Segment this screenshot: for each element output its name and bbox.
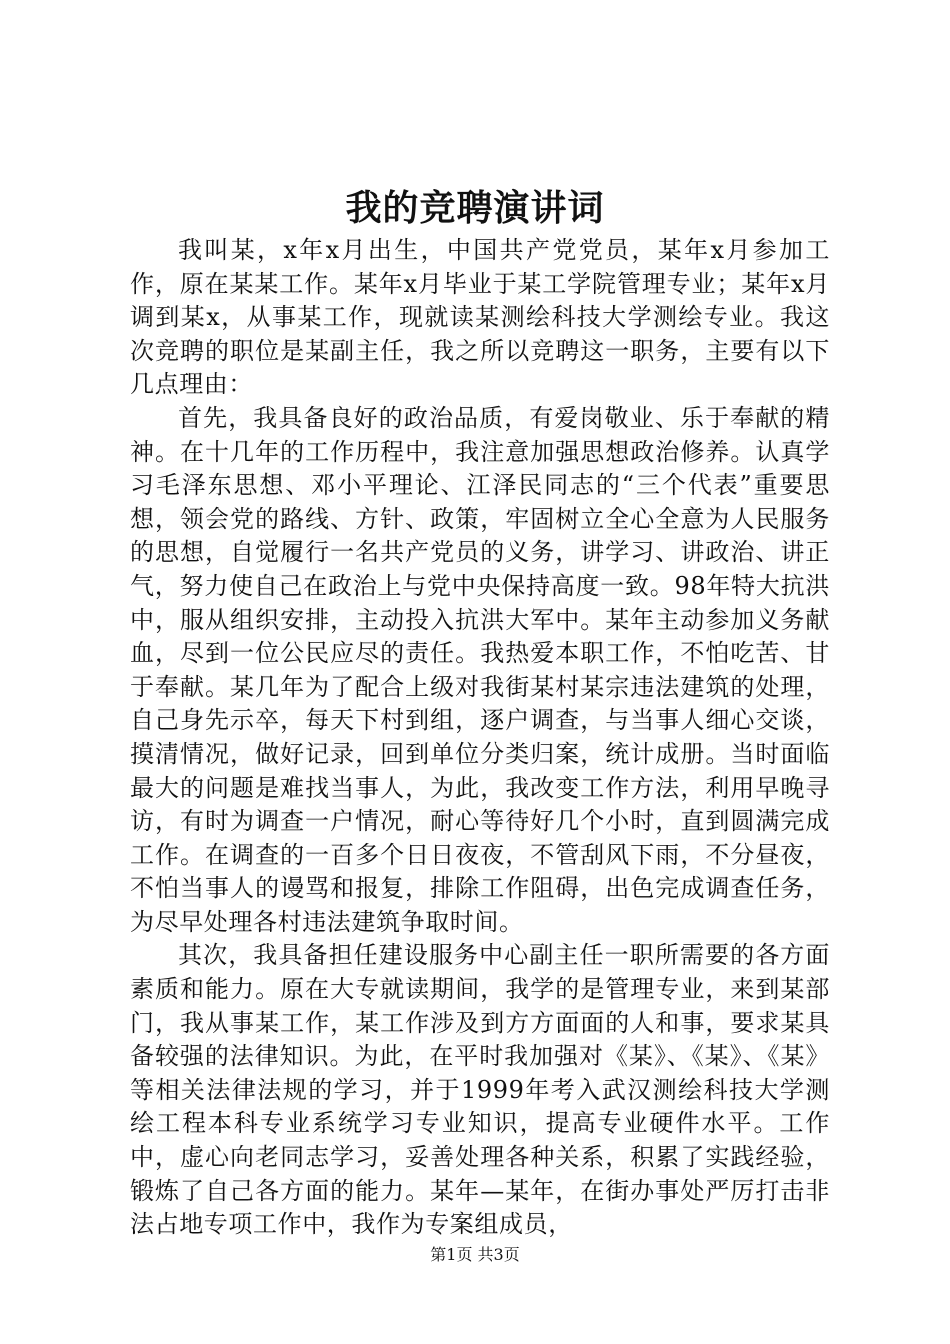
page-number-footer: 第1页 共3页: [430, 1245, 520, 1264]
document-body: [130, 234, 830, 1242]
paragraph-first-reason: 首先，我具备良好的政治品质，有爱岗敬业、乐于奉献的精神。在十几年的工作历程中，我注意加强思想政治修养。认真学习毛泽东思想、邓小平理论、江泽民同志的“三个代表”重要思想，领会党的路线、方针、政策，牢固树立全心全意为人民服务的思想，自觉履行一名共产党员的义务，讲学习、讲政治、讲正气，努力使自己在政治上与党中央保持高度一致。98年特大抗洪中，服从组织安排，主动投入抗洪大军中。某年主动参加义务献血，尽到一位公民应尽的责任。我热爱本职工作，不怕吃苦、甘于奉献。某几年为了配合上级对我街某村某宗违法建筑的处理，自己身先示卒，每天下村到组，逐户调查，与当事人细心交谈，摸清情况，做好记录，回到单位分类归案，统计成册。当时面临最大的问题是难找当事人，为此，我改变工作方法，利用早晚寻访，有时为调查一户情况，耐心等待好几个小时，直到圆满完成工作。在调查的一百多个日日夜夜，不管刮风下雨，不分昼夜，不怕当事人的谩骂和报复，排除工作阻碍，出色完成调查任务，为尽早处理各村违法建筑争取时间。: [130, 403, 830, 936]
document-title: 我的竞聘演讲词: [345, 187, 605, 229]
paragraph-second-reason: 其次，我具备担任建设服务中心副主任一职所需要的各方面素质和能力。原在大专就读期间，我学的是管理专业，来到某部门，我从事某工作，某工作涉及到方方面面的人和事，要求某具备较强的法律知识。为此，在平时我加强对《某》、《某》、《某》等相关法律法规的学习，并于1999年考入武汉测绘科技大学测绘工程本科专业系统学习专业知识，提高专业硬件水平。工作中，虚心向老同志学习，妥善处理各种关系，积累了实践经验，锻炼了自己各方面的能力。某年—某年，在街办事处严厉打击非法占地专项工作中，我作为专案组成员，: [130, 941, 830, 1239]
paragraph-intro: 我叫某，x年x月出生，中国共产党党员，某年x月参加工作，原在某某工作。某年x月毕业于某工学院管理专业；某年x月调到某x，从事某工作，现就读某测绘科技大学测绘专业。我这次竞聘的职位是某副主任，我之所以竞聘这一职务，主要有以下几点理由：: [130, 236, 830, 399]
